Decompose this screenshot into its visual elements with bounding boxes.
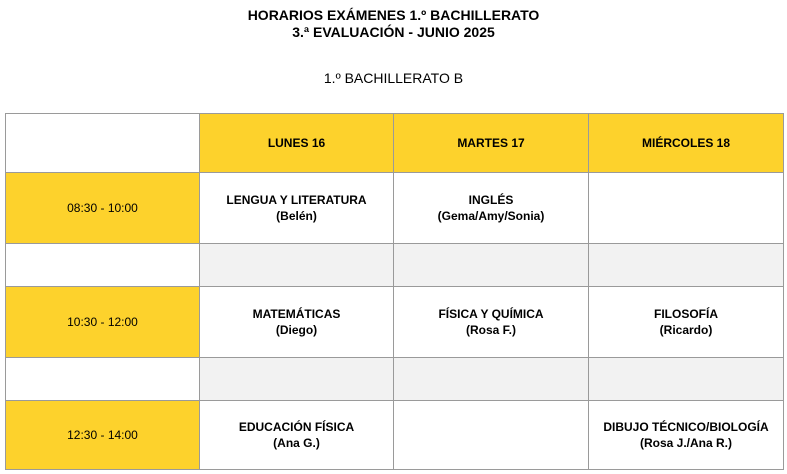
exam-subject: MATEMÁTICAS [252, 307, 341, 321]
day-header-monday: LUNES 16 [200, 114, 394, 173]
break-cell [589, 358, 784, 401]
exam-cell-empty [589, 173, 784, 244]
exam-cell [589, 401, 784, 470]
exam-cell [200, 401, 394, 470]
break-cell [589, 244, 784, 287]
time-slot-cell: 12:30 - 14:00 [6, 401, 200, 470]
day-header-wednesday: MIÉRCOLES 18 [589, 114, 784, 173]
exam-subject: EDUCACIÓN FÍSICA [238, 420, 355, 434]
exam-cell-empty [394, 401, 589, 470]
corner-cell [6, 114, 200, 173]
table-row [6, 173, 784, 244]
break-cell [394, 244, 589, 287]
exam-cell [589, 287, 784, 358]
exam-teacher: (Ricardo) [659, 323, 713, 337]
exam-schedule-table [5, 113, 784, 470]
exam-subject: DIBUJO TÉCNICO/BIOLOGÍA [603, 420, 769, 434]
table-header-row [6, 114, 784, 173]
break-cell [200, 358, 394, 401]
exam-subject: LENGUA Y LITERATURA [226, 193, 367, 207]
exam-subject: FILOSOFÍA [654, 307, 718, 321]
break-label-cell [6, 244, 200, 287]
exam-teacher: (Rosa J./Ana R.) [639, 436, 732, 450]
table-row [6, 401, 784, 470]
exam-subject: FÍSICA Y QUÍMICA [438, 307, 544, 321]
exam-cell [200, 173, 394, 244]
group-label: 1.º BACHILLERATO B [323, 70, 464, 86]
break-row [6, 358, 784, 401]
table-row [6, 287, 784, 358]
break-cell [394, 358, 589, 401]
exam-cell [394, 287, 589, 358]
exam-subject: INGLÉS [468, 193, 514, 207]
exam-teacher: (Rosa F.) [465, 323, 516, 337]
exam-teacher: (Gema/Amy/Sonia) [437, 209, 545, 223]
document-subtitle: 3.ª EVALUACIÓN - JUNIO 2025 [292, 24, 495, 40]
day-header-tuesday: MARTES 17 [394, 114, 589, 173]
break-cell [200, 244, 394, 287]
break-row [6, 244, 784, 287]
exam-teacher: (Diego) [275, 323, 318, 337]
exam-teacher: (Ana G.) [273, 436, 320, 450]
exam-teacher: (Belén) [276, 209, 317, 223]
exam-cell [200, 287, 394, 358]
time-slot-cell: 08:30 - 10:00 [6, 173, 200, 244]
break-label-cell [6, 358, 200, 401]
document-title: HORARIOS EXÁMENES 1.º BACHILLERATO [247, 7, 540, 23]
exam-cell [394, 173, 589, 244]
time-slot-cell: 10:30 - 12:00 [6, 287, 200, 358]
